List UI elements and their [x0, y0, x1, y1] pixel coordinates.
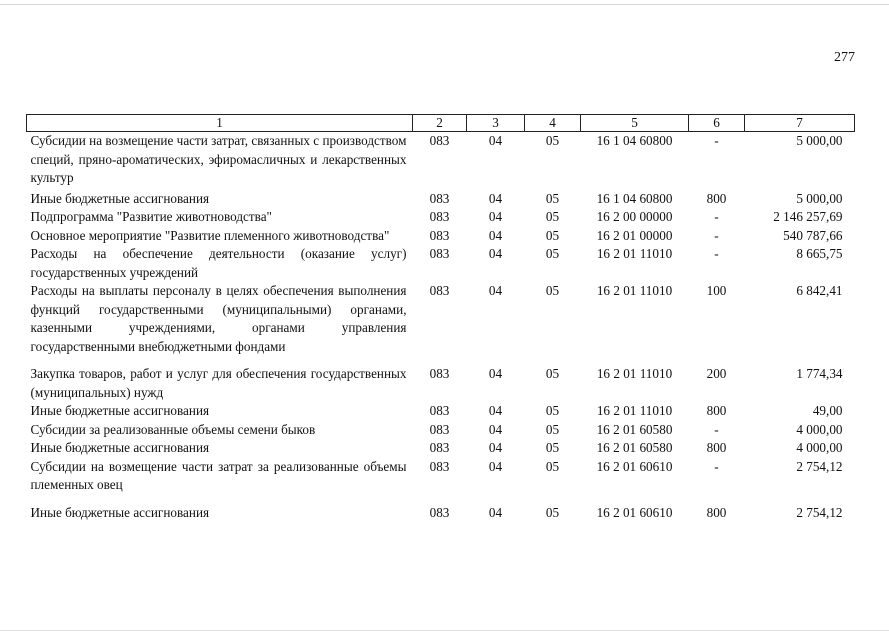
header-col-6: 6 — [689, 115, 745, 132]
row-section: 04 — [488, 227, 503, 243]
row-section: 04 — [488, 458, 503, 474]
table-row — [27, 282, 855, 365]
row-expense-type: - — [714, 209, 719, 224]
row-subsection: 05 — [545, 133, 560, 148]
row-section: 04 — [488, 246, 503, 261]
row-subsection: 05 — [545, 458, 560, 474]
row-subsection: 05 — [545, 209, 560, 224]
row-name: Закупка товаров, работ и услуг для обеспечения государственных (муниципальных) нужд — [30, 366, 407, 400]
row-amount: 1 774,34 — [796, 366, 843, 381]
row-target-article: 16 2 01 60610 — [596, 458, 673, 474]
row-target-article: 16 2 01 60610 — [596, 504, 673, 520]
header-col-2: 2 — [413, 115, 467, 132]
row-ministry-code: 083 — [429, 133, 450, 148]
row-section: 04 — [488, 209, 503, 224]
row-name: Подпрограмма "Развитие животноводства" — [30, 209, 272, 224]
row-section: 04 — [488, 504, 503, 520]
row-target-article: 16 1 04 60800 — [596, 190, 673, 206]
row-name: Расходы на выплаты персоналу в целях обеспечения выполнения функций государственными (муниципальными) органами, казенными учреждениями, органами управления государственными внебюджетными фондами — [30, 283, 407, 354]
table-row — [27, 227, 855, 246]
row-target-article: 16 2 01 11010 — [596, 403, 673, 418]
row-target-article: 16 2 01 60580 — [596, 440, 673, 455]
row-amount: 4 000,00 — [796, 440, 843, 455]
row-amount: 6 842,41 — [796, 283, 843, 298]
row-section: 04 — [488, 366, 503, 381]
page-number: 277 — [834, 50, 855, 65]
row-ministry-code: 083 — [429, 440, 450, 455]
row-subsection: 05 — [545, 246, 560, 261]
row-ministry-code: 083 — [429, 504, 450, 520]
row-expense-type: - — [714, 458, 719, 474]
row-section: 04 — [488, 421, 503, 437]
row-name: Иные бюджетные ассигнования — [30, 504, 210, 520]
table-row — [27, 190, 855, 209]
table-row — [27, 504, 855, 523]
table-row — [27, 458, 855, 504]
row-ministry-code: 083 — [429, 366, 450, 381]
budget-table — [26, 114, 855, 522]
table-row — [27, 208, 855, 227]
row-name: Иные бюджетные ассигнования — [30, 403, 210, 418]
row-target-article: 16 2 01 11010 — [596, 366, 673, 381]
row-amount: 540 787,66 — [783, 227, 843, 243]
row-target-article: 16 2 00 00000 — [596, 209, 673, 224]
table-row — [27, 402, 855, 421]
table-row — [27, 245, 855, 282]
row-expense-type: 800 — [706, 403, 727, 418]
header-col-4: 4 — [525, 115, 581, 132]
row-subsection: 05 — [545, 227, 560, 243]
row-section: 04 — [488, 440, 503, 455]
row-subsection: 05 — [545, 283, 560, 298]
row-name: Иные бюджетные ассигнования — [30, 440, 210, 455]
row-target-article: 16 2 01 00000 — [596, 227, 673, 243]
header-row — [27, 115, 855, 132]
scan-edge-bottom — [0, 630, 889, 631]
row-ministry-code: 083 — [429, 403, 450, 418]
row-expense-type: - — [714, 133, 719, 148]
row-amount: 2 146 257,69 — [773, 209, 843, 224]
row-ministry-code: 083 — [429, 209, 450, 224]
row-section: 04 — [488, 283, 503, 298]
row-subsection: 05 — [545, 440, 560, 455]
row-amount: 2 754,12 — [796, 504, 843, 520]
row-ministry-code: 083 — [429, 246, 450, 261]
table-header — [27, 115, 855, 132]
row-amount: 2 754,12 — [796, 458, 843, 474]
row-expense-type: - — [714, 421, 719, 437]
header-col-7: 7 — [745, 115, 855, 132]
row-expense-type: 100 — [706, 283, 727, 298]
row-target-article: 16 2 01 11010 — [596, 283, 673, 298]
row-target-article: 16 2 01 11010 — [596, 246, 673, 261]
row-section: 04 — [488, 403, 503, 418]
table-body — [27, 132, 855, 523]
row-target-article: 16 2 01 60580 — [596, 421, 673, 437]
row-ministry-code: 083 — [429, 458, 450, 474]
row-expense-type: 800 — [706, 504, 727, 520]
row-subsection: 05 — [545, 190, 560, 206]
row-expense-type: 200 — [706, 366, 727, 381]
row-expense-type: 800 — [706, 440, 727, 455]
row-expense-type: - — [714, 246, 719, 261]
row-name: Расходы на обеспечение деятельности (оказание услуг) государственных учреждений — [30, 246, 407, 280]
header-col-3: 3 — [467, 115, 525, 132]
row-name: Субсидии на возмещение части затрат, связанных с производством специй, пряно-ароматических, эфиромасличных и лекарственных культур — [30, 133, 407, 185]
row-name: Иные бюджетные ассигнования — [30, 190, 210, 206]
row-subsection: 05 — [545, 504, 560, 520]
row-amount: 4 000,00 — [796, 421, 843, 437]
row-name: Основное мероприятие "Развитие племенного животноводства" — [30, 227, 390, 243]
header-col-1: 1 — [27, 115, 413, 132]
row-subsection: 05 — [545, 366, 560, 381]
table-row — [27, 132, 855, 190]
row-ministry-code: 083 — [429, 421, 450, 437]
row-subsection: 05 — [545, 403, 560, 418]
row-amount: 8 665,75 — [796, 246, 843, 261]
row-ministry-code: 083 — [429, 227, 450, 243]
row-expense-type: 800 — [706, 190, 727, 206]
row-subsection: 05 — [545, 421, 560, 437]
row-target-article: 16 1 04 60800 — [596, 133, 673, 148]
row-amount: 5 000,00 — [796, 133, 843, 148]
row-ministry-code: 083 — [429, 283, 450, 298]
row-amount: 49,00 — [812, 403, 843, 418]
row-name: Субсидии за реализованные объемы семени быков — [30, 421, 316, 437]
table-row — [27, 439, 855, 458]
header-col-5: 5 — [581, 115, 689, 132]
row-name: Субсидии на возмещение части затрат за реализованные объемы племенных овец — [30, 458, 407, 492]
row-section: 04 — [488, 190, 503, 206]
row-section: 04 — [488, 133, 503, 148]
row-ministry-code: 083 — [429, 190, 450, 206]
row-amount: 5 000,00 — [796, 190, 843, 206]
row-expense-type: - — [714, 227, 719, 243]
table-row — [27, 421, 855, 440]
scan-edge-top — [0, 4, 889, 5]
table-row — [27, 365, 855, 402]
